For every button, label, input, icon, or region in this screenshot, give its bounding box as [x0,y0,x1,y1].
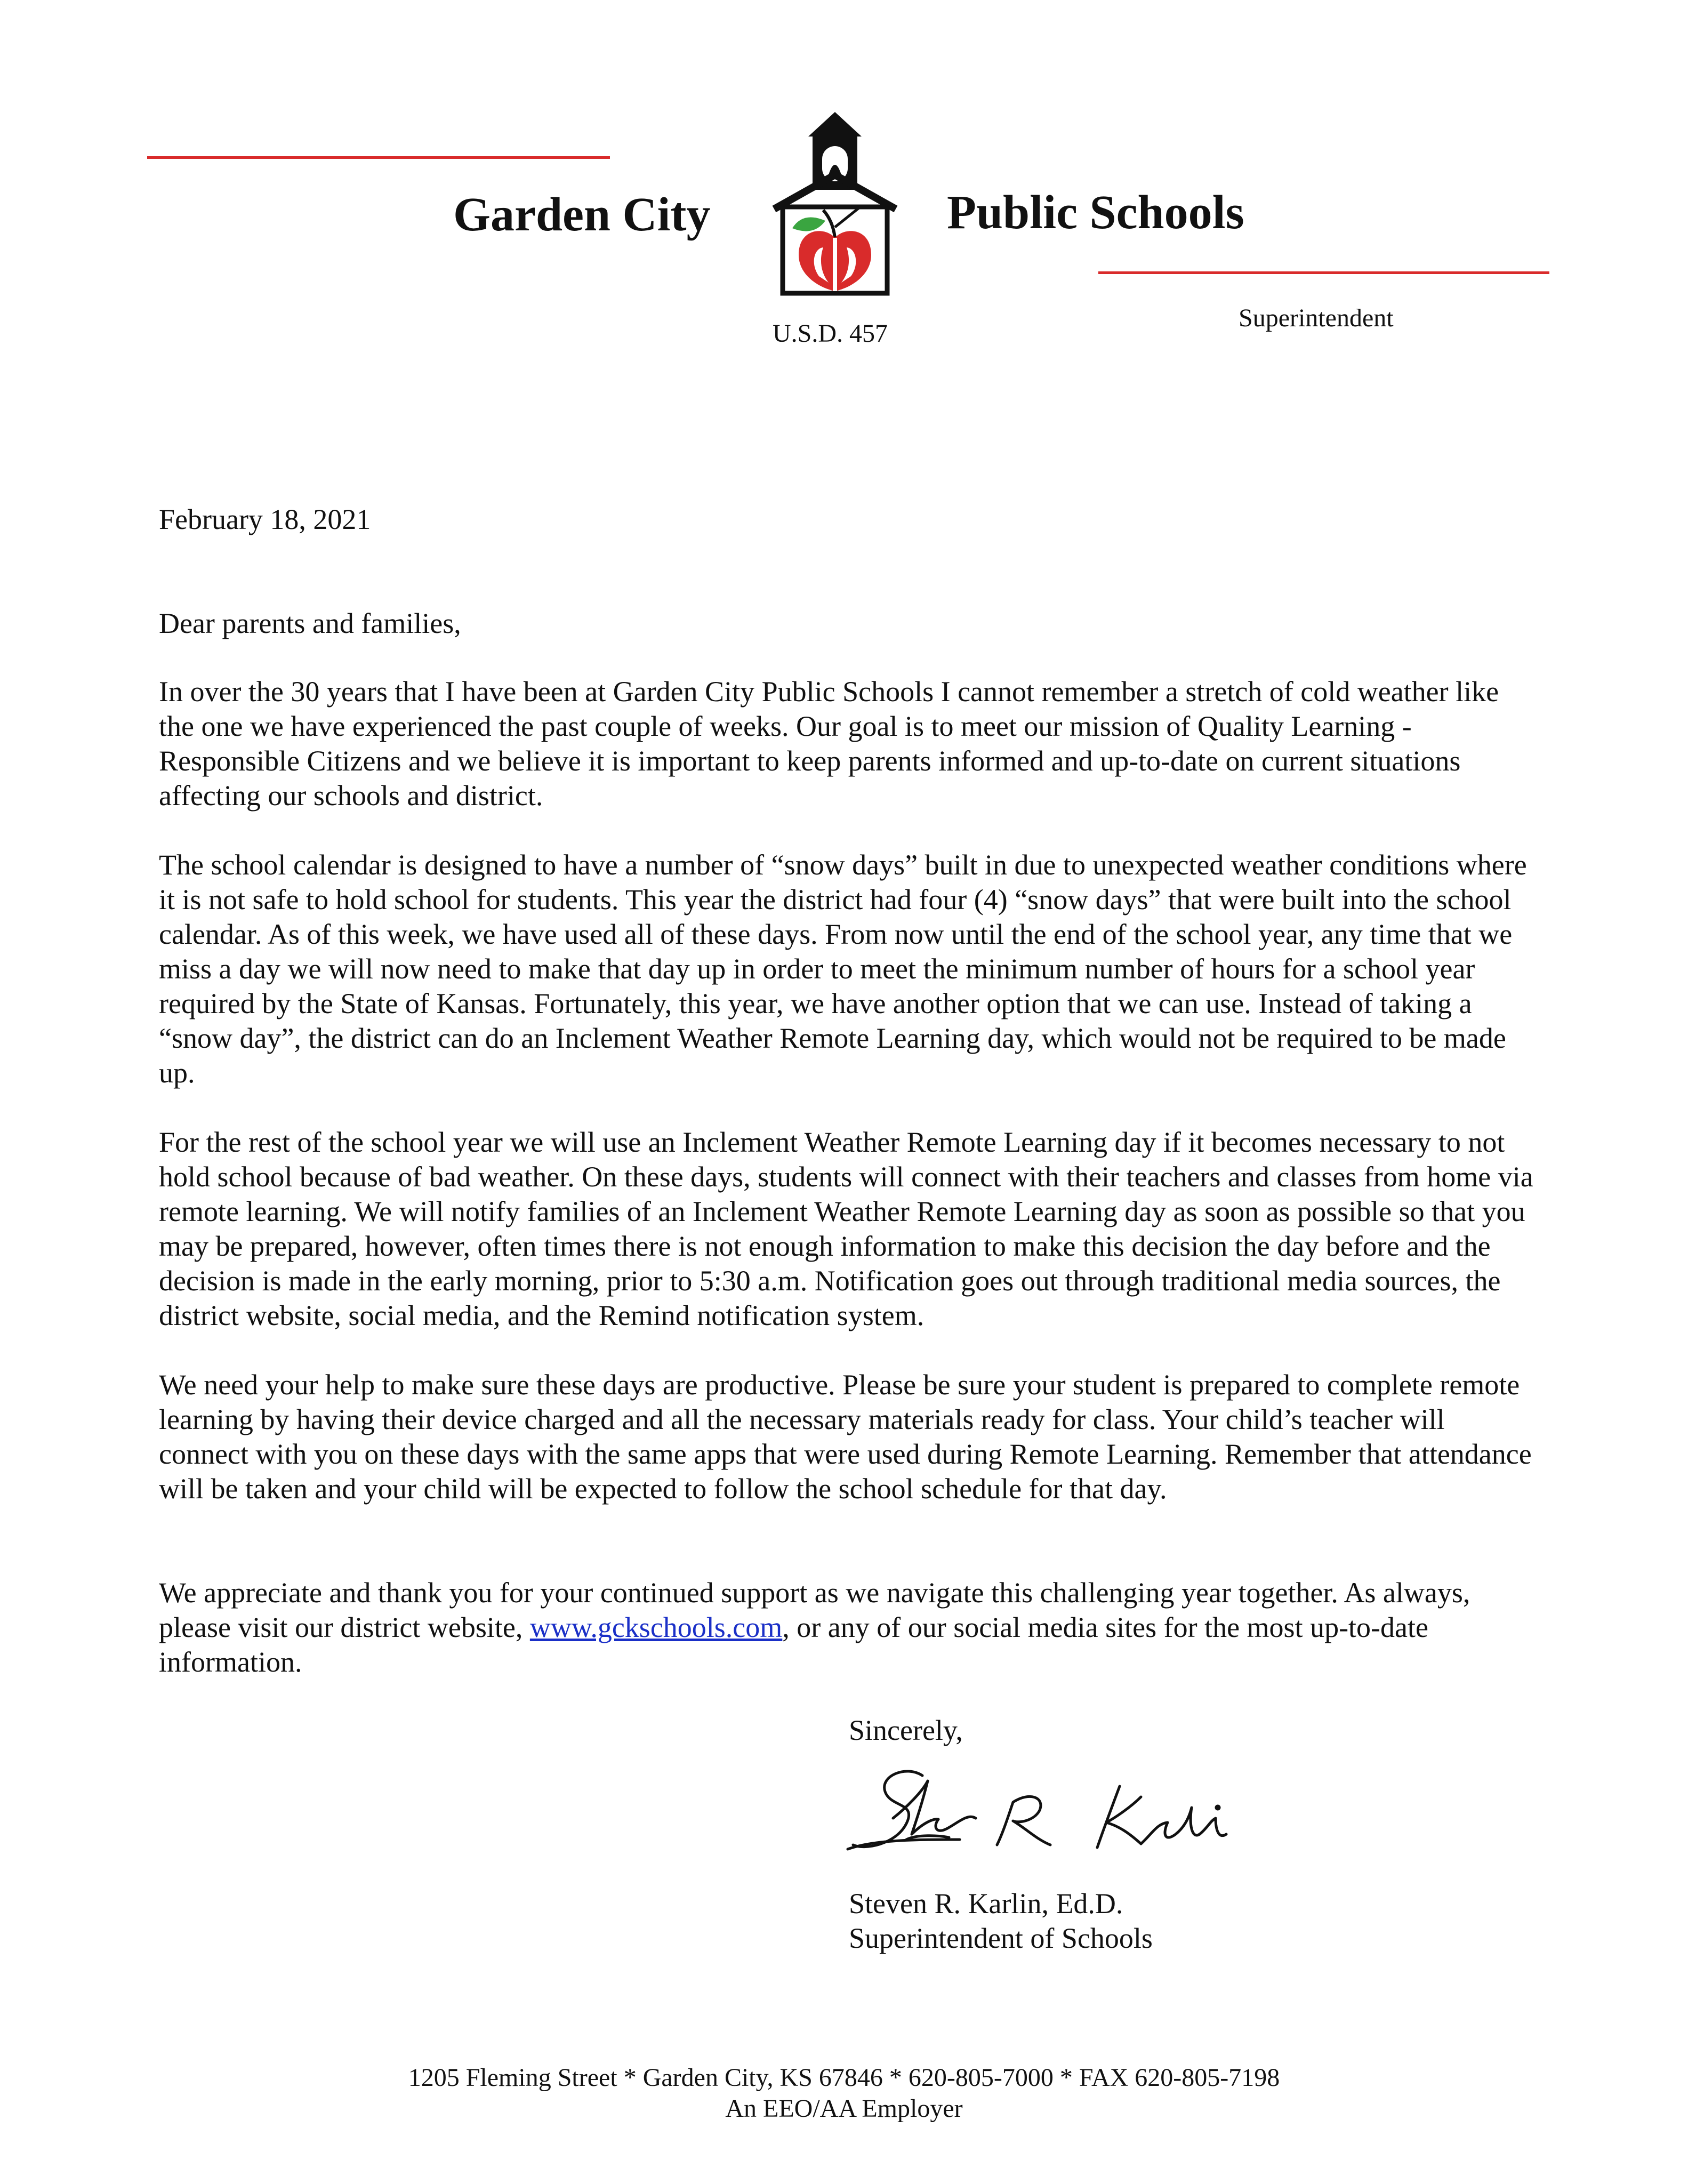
paragraph-snow-days: The school calendar is designed to have a number of “snow days” built in due to unexpected weather conditions where it is not safe to hold school for students. This year the district had four (4) “snow days” that were built into the school calendar. As of this week, we have used all of these days. From now until the end of the school year, any time that we miss a day we will now need to make that day up in order to meet the minimum number of hours for a school year required by the State of Kansas. Fortunately, this year, we have another option that we can use. Instead of taking a “snow day”, the district can do an Inclement Weather Remote Learning day, which would not be required to be made up. [159,849,1527,1089]
thanks-text-after-link: , or any of our social media sites for the most up-to-date information. [159,1611,1428,1678]
district-number: U.S.D. 457 [773,319,888,348]
signer-name: Steven R. Karlin, Ed.D. [849,1888,1123,1920]
schoolhouse-apple-logo-icon [766,105,904,301]
paragraph-intro: In over the 30 years that I have been at Garden City Public Schools I cannot remember a stretch of cold weather like the one we have experienced the past couple of weeks. Our goal is to meet our mission of Quality Learning - Responsible Citizens and we believe it is important to keep parents informed and up-to-date on current situations affecting our schools and district. [159,676,1499,812]
signer-title: Superintendent of Schools [849,1922,1153,1954]
district-website-link[interactable]: www.gckschools.com [529,1611,783,1643]
district-name-left: Garden City [453,188,711,241]
letter-date: February 18, 2021 [159,503,371,535]
paragraph-remote-learning: For the rest of the school year we will use an Inclement Weather Remote Learning day if it becomes necessary to not hold school because of bad weather. On these days, students will connect with their teachers and classes from home via remote learning. We will notify families of an Inclement Weather Remote Learning day as soon as possible so that you may be prepared, however, often times there is not enough information to make this decision the day before and the decision is made in the early morning, prior to 5:30 a.m. Notification goes out through traditional media sources, the district website, social media, and the Remind notification system. [159,1126,1533,1331]
salutation: Dear parents and families, [159,607,461,639]
paragraph-thanks [159,1576,1534,1680]
letterhead-rule-right [1098,271,1549,274]
paragraph-help-needed: We need your help to make sure these days are productive. Please be sure your student is prepared to complete remote learning by having their device charged and all the necessary materials ready for class. Your child’s teacher will connect with you on these days with the same apps that were used during Remote Learning. Remember that attendance will be taken and your child will be expected to follow the school schedule for that day. [159,1369,1532,1505]
footer-address: 1205 Fleming Street * Garden City, KS 67846 * 620-805-7000 * FAX 620-805-7198 [408,2063,1280,2092]
handwritten-signature [842,1760,1237,1866]
letterhead-rule-left [147,156,610,159]
district-name-right: Public Schools [947,186,1244,239]
footer-eeo-statement: An EEO/AA Employer [725,2094,963,2123]
thanks-text-before-link: We appreciate and thank you for your continued support as we navigate this challenging year together. As always, please visit our district website, [159,1577,1470,1643]
closing: Sincerely, [849,1714,963,1746]
office-label: Superintendent [1239,304,1394,332]
